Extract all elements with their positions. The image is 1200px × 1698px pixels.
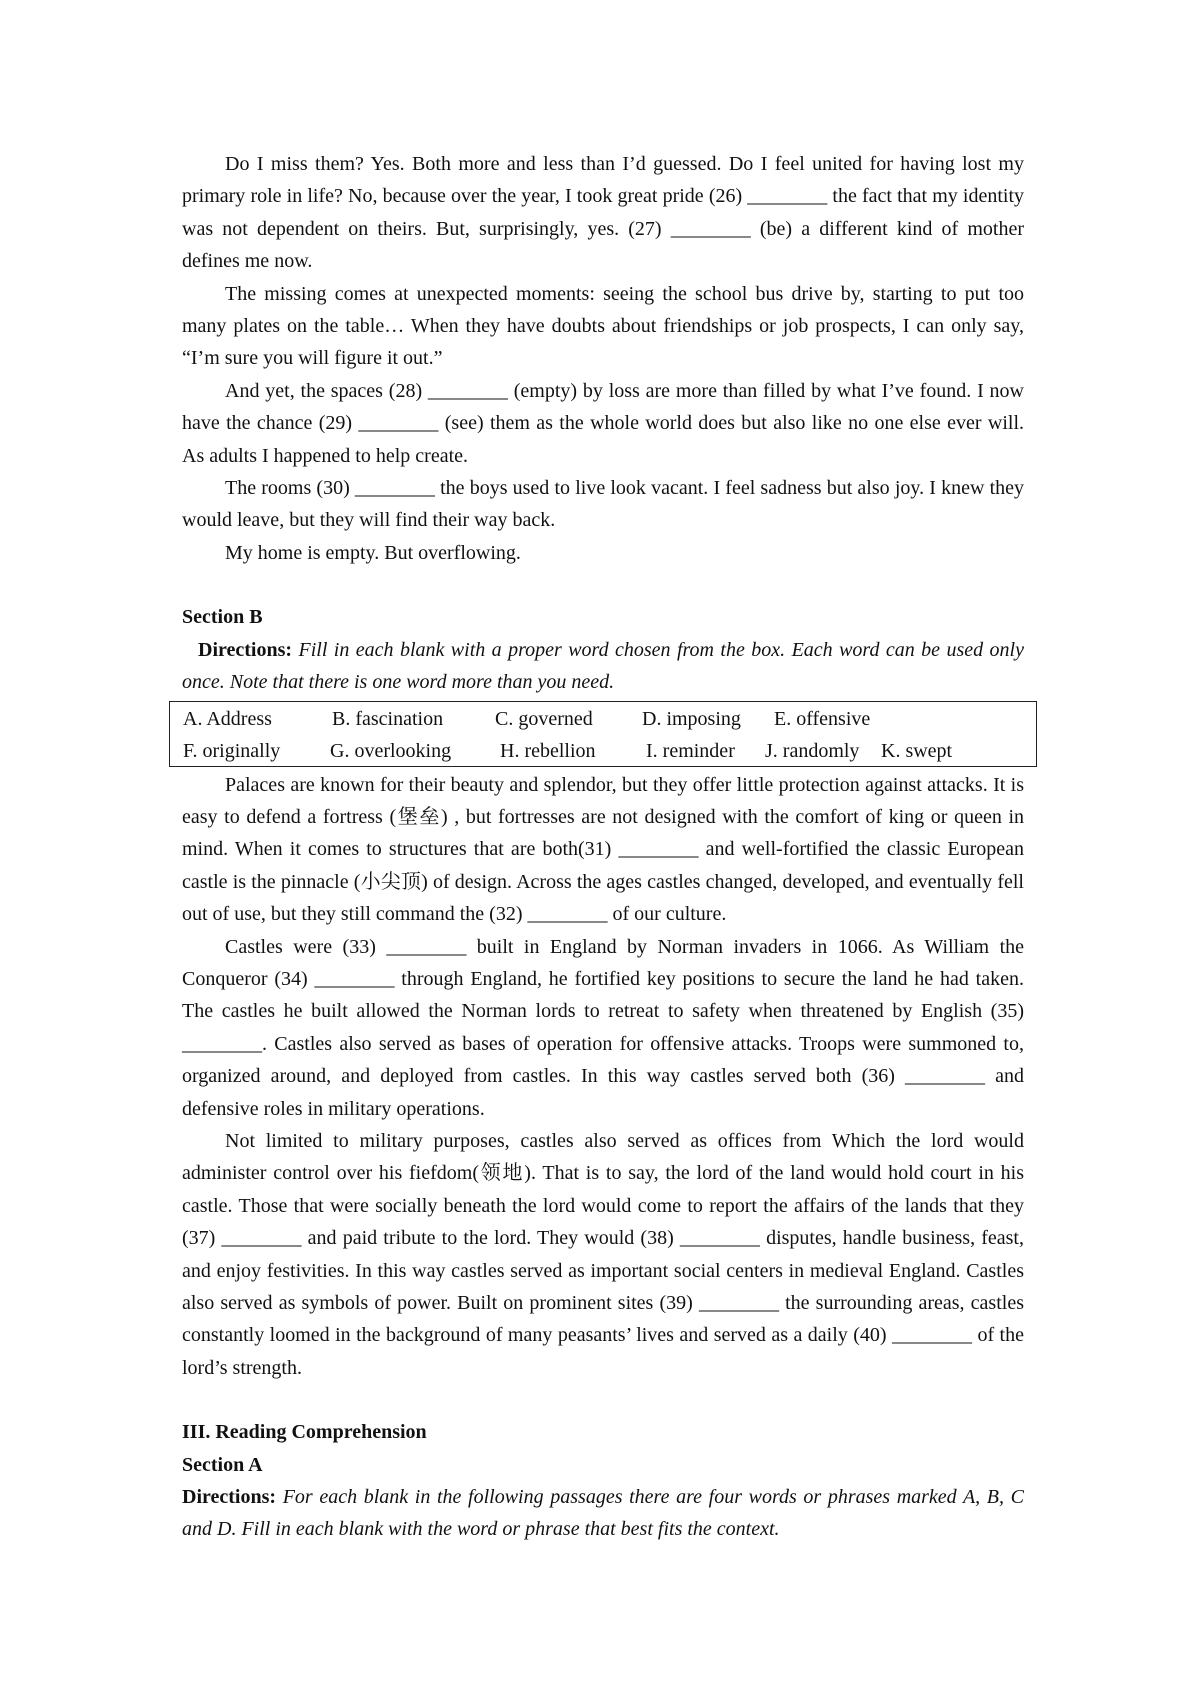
- word-box: [169, 701, 1037, 767]
- word-option: H. rebellion: [500, 739, 596, 762]
- word-option: A. Address: [183, 707, 272, 730]
- directions-text: For each blank in the following passages there are four words or phrases marked A, B, C and D. Fill in each blank with the word or phrase that best fits the context.: [182, 1486, 1024, 1541]
- spacer: [182, 1384, 1024, 1416]
- word-option: J. randomly: [765, 739, 860, 762]
- spacer: [182, 569, 1024, 601]
- section-a-heading: Section A: [182, 1453, 263, 1476]
- passage-paragraph: And yet, the spaces (28) ________ (empty) by loss are more than filled by what I’ve found. I now have the chance (29) ________ (see) them as the whole world does but also like no one else ever will. As adults I happened to help create.: [182, 379, 1024, 467]
- directions-label: Directions:: [198, 638, 293, 661]
- passage-paragraph: The rooms (30) ________ the boys used to live look vacant. I feel sadness but also joy. I knew they would leave, but they will find their way back.: [182, 477, 1024, 532]
- word-option: I. reminder: [646, 739, 735, 762]
- passage-paragraph: The missing comes at unexpected moments: seeing the school bus drive by, starting to put too many plates on the table… When they have doubts about friendships or job prospects, I can only say, “I’m sure you will figure it out.”: [182, 282, 1024, 370]
- word-option: K. swept: [881, 739, 953, 762]
- word-option: F. originally: [183, 739, 281, 762]
- word-option: E. offensive: [774, 707, 871, 730]
- passage-paragraph: Palaces are known for their beauty and splendor, but they offer little protection against attacks. It is easy to defend a fortress (堡垒) , but fortresses are not designed with the comfort of king or queen in mind. When it comes to structures that are both(31) ________ and well-fortified the classic European castle is the pinnacle (小尖顶) of design. Across the ages castles changed, developed, and eventually fell out of use, but they still command the (32) ________ of our culture.: [182, 773, 1024, 926]
- word-option: B. fascination: [332, 707, 444, 730]
- word-option: G. overlooking: [330, 739, 452, 762]
- word-option: C. governed: [495, 707, 593, 730]
- word-option: D. imposing: [642, 707, 741, 730]
- section-b-heading: Section B: [182, 606, 263, 629]
- section-a-directions: [182, 1481, 1024, 1546]
- document-page: [182, 148, 1024, 1546]
- passage-paragraph: Not limited to military purposes, castles also served as offices from Which the lord would administer control over his fiefdom(领地). That is to say, the lord of the land would hold court in his castle. Those that were socially beneath the lord would come to report the affairs of the lands that they (37) ________ and paid tribute to the lord. They would (38) ________ disputes, handle business, feast, and enjoy festivities. In this way castles served as important social centers in medieval England. Castles also served as symbols of power. Built on prominent sites (39) ________ the surrounding areas, castles constantly loomed in the background of many peasants’ lives and served as a daily (40) ________ of the lord’s strength.: [182, 1129, 1024, 1379]
- passage-paragraph: Do I miss them? Yes. Both more and less than I’d guessed. Do I feel united for having lost my primary role in life? No, because over the year, I took great pride (26) ________ the fact that my identity was not dependent on theirs. But, surprisingly, yes. (27) ________ (be) a different kind of mother defines me now.: [182, 153, 1024, 273]
- part-heading: III. Reading Comprehension: [182, 1421, 427, 1444]
- section-b-directions: [182, 634, 1024, 699]
- directions-label: Directions:: [182, 1486, 277, 1509]
- passage-paragraph: Castles were (33) ________ built in England by Norman invaders in 1066. As William the Conqueror (34) ________ through England, he fortified key positions to secure the land he had taken. The castles he built allowed the Norman lords to retreat to safety when threatened by English (35) ________. Castles also served as bases of operation for offensive attacks. Troops were summoned to, organized around, and deployed from castles. In this way castles served both (36) ________ and defensive roles in military operations.: [182, 935, 1024, 1120]
- directions-text: Fill in each blank with a proper word chosen from the box. Each word can be used only once. Note that there is one word more than you need.: [182, 638, 1024, 694]
- passage-paragraph: My home is empty. But overflowing.: [225, 541, 521, 564]
